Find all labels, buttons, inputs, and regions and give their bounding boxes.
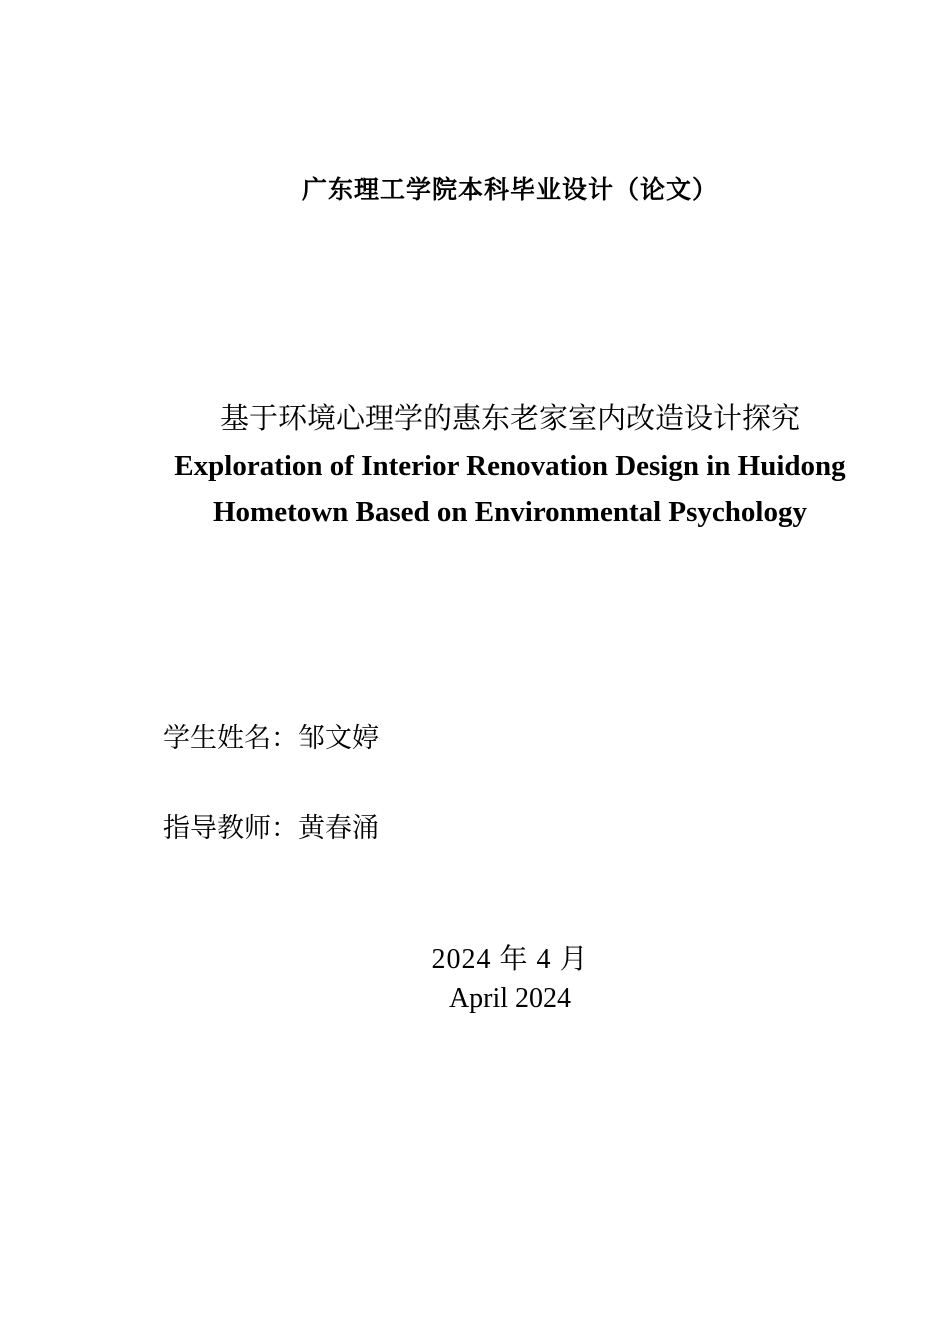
thesis-title-english (70, 443, 950, 535)
supervisor-line (163, 811, 379, 847)
thesis-title-chinese: 基于环境心理学的惠东老家室内改造设计探究 (219, 401, 800, 435)
supervisor-label: 指导教师： (163, 813, 298, 844)
thesis-title-english-line1: Exploration of Interior Renovation Design in Huidong (174, 450, 846, 482)
student-name-line (163, 721, 379, 757)
date-english: April 2024 (448, 983, 572, 1014)
university-header: 广东理工学院本科毕业设计（论文） (301, 177, 718, 204)
thesis-title-english-line2: Hometown Based on Environmental Psychology (212, 496, 807, 528)
student-name-value: 邹文婷 (298, 723, 379, 754)
student-name-label: 学生姓名： (163, 723, 298, 754)
supervisor-value: 黄春涌 (298, 813, 379, 844)
date-chinese: 2024 年 4 月 (431, 944, 589, 975)
